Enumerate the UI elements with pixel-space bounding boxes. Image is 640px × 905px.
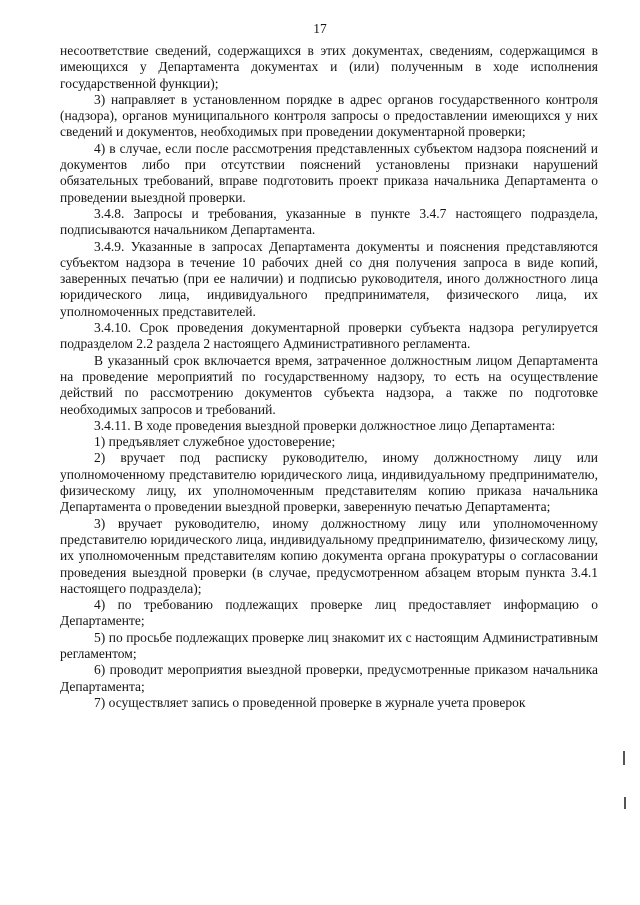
- paragraph: 7) осуществляет запись о проведенной проверке в журнале учета проверок: [94, 694, 526, 710]
- paragraph: 4) по требованию подлежащих проверке лиц предоставляет информацию о Департаменте;: [60, 597, 598, 629]
- paragraph: 4) в случае, если после рассмотрения представленных субъектом надзора пояснений и документов либо при отсутствии пояснений установлены признаки нарушений обязательных требований, вправе подготовить проект приказа начальника Департамента о проведении выездной проверки.: [60, 140, 598, 205]
- document-body: [60, 43, 598, 711]
- scan-artifact-mark: [623, 751, 625, 765]
- paragraph: 3.4.8. Запросы и требования, указанные в пункте 3.4.7 настоящего подраздела, подписываются начальником Департамента.: [60, 205, 598, 238]
- paragraph: 3.4.10. Срок проведения документарной проверки субъекта надзора регулируется подразделом 2.2 раздела 2 настоящего Административного регламента.: [60, 320, 598, 352]
- scan-artifact-mark: [624, 797, 626, 809]
- paragraph: В указанный срок включается время, затраченное должностным лицом Департамента на проведение мероприятий по государственному надзору, то есть на осуществление действий по рассмотрению документов субъекта надзора, а также по подготовке необходимых запросов и требований.: [60, 352, 598, 417]
- paragraph: несоответствие сведений, содержащихся в этих документах, сведениям, содержащимся в имеющихся у Департамента документах и (или) полученным в ходе исполнения государственной функции);: [60, 43, 598, 91]
- paragraph: 3.4.11. В ходе проведения выездной проверки должностное лицо Департамента:: [94, 417, 556, 433]
- paragraph: 1) предъявляет служебное удостоверение;: [94, 434, 336, 450]
- paragraph: 2) вручает под расписку руководителю, иному должностному лицу или уполномоченному представителю юридического лица, индивидуальному предпринимателю, физическому лицу, их уполномоченным представителям копию приказа начальника Департамента о проведении выездной проверки, заверенную печатью Департамента;: [60, 450, 598, 515]
- paragraph: 3) направляет в установленном порядке в адрес органов государственного контроля (надзора), органов муниципального контроля запросы о предоставлении имеющихся у них сведений и документов, необходимых при проведении документарной проверки;: [60, 91, 598, 140]
- paragraph: 6) проводит мероприятия выездной проверки, предусмотренные приказом начальника Департамента;: [60, 662, 598, 694]
- page-number: 17: [313, 21, 327, 36]
- paragraph: 3) вручает руководителю, иному должностному лицу или уполномоченному представителю юридического лица, индивидуальному предпринимателю, физическому лицу, их уполномоченным представителям копию документа органа прокуратуры о согласовании проведения выездной проверки (в случае, предусмотренном абзацем вторым пункта 3.4.1 настоящего подраздела);: [60, 515, 598, 596]
- paragraph: 5) по просьбе подлежащих проверке лиц знакомит их с настоящим Административным регламентом;: [60, 629, 598, 661]
- paragraph: 3.4.9. Указанные в запросах Департамента документы и пояснения представляются субъектом надзора в течение 10 рабочих дней со дня получения запроса в виде копий, заверенных печатью (при ее наличии) и подписью руководителя, иного должностного лица юридического лица, индивидуального предпринимателя, физического лица, их уполномоченных представителей.: [60, 238, 598, 319]
